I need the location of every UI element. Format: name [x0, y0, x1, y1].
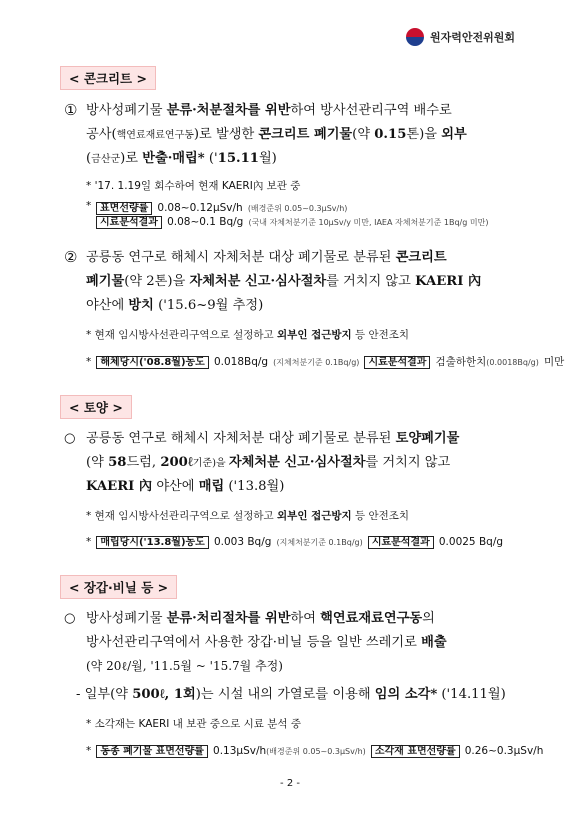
c1-measure-2: 시료분석결과 0.08~0.1 Bq/g (국내 자체처분기준 10μSv/y 미만, IAEA 자체처분기준 1Bq/g 미만) — [96, 210, 488, 229]
c1-measure-1: 표면선량률 0.08~0.12μSv/h (배경준위 0.05~0.3μSv/h) — [96, 196, 347, 215]
item-number-1: ① — [64, 101, 78, 119]
c2-label-sample-result: 시료분석결과 — [364, 356, 430, 369]
gloves-bullet: ○ — [64, 611, 76, 626]
gloves-label-ash: 소각재 표면선량률 — [371, 745, 460, 758]
c2-label-dismantle: 해체당시('08.8월)농도 — [96, 356, 209, 369]
gloves-line2: 방사선관리구역에서 사용한 장갑·비닐 등을 일반 쓰레기로 배출 — [86, 635, 447, 650]
soil-line2: (약 58드럼, 200ℓ기준)을 자체처분 신고·심사절차를 거치지 않고 — [86, 455, 451, 470]
soil-measure: * 매립당시('13.8월)농도 0.003 Bq/g (지체처분기준 0.1Bq/g) 시료분석결과 0.0025 Bq/g — [86, 536, 504, 548]
c2-line3: 야산에 방치 ('15.6~9월 추정) — [86, 298, 264, 313]
soil-footnote: * 현재 임시방사선관리구역으로 설정하고 외부인 접근방지 등 안전조치 — [86, 510, 410, 522]
gloves-line1: 방사성폐기물 분류·처리절차를 위반하여 핵연료재료연구동의 — [86, 611, 435, 626]
c1-label-surface-dose: 표면선량률 — [96, 202, 152, 215]
org-logo — [406, 28, 515, 46]
org-name: 원자력안전위원회 — [430, 31, 516, 44]
c2-line1: 공릉동 연구로 해체시 자체처분 대상 폐기물로 분류된 콘크리트 — [86, 250, 447, 265]
section-heading-gloves: < 장갑·비닐 등 > — [60, 575, 177, 599]
item-number-2: ② — [64, 248, 78, 266]
gloves-footnote: * 소각재는 KAERI 내 보관 중으로 시료 분석 중 — [86, 718, 302, 730]
c2-measure: * 해체당시('08.8월)농도 0.018Bq/g (지체처분기준 0.1Bq/g) 시료분석결과 검출하한치(0.0018Bq/g) 미만 — [86, 356, 565, 368]
c1-line1: 방사성폐기물 분류·처분절차를 위반하여 방사선관리구역 배수로 — [86, 103, 452, 118]
soil-label-sample-result: 시료분석결과 — [368, 536, 434, 549]
soil-line1: 공릉동 연구로 해체시 자체처분 대상 폐기물로 분류된 토양폐기물 — [86, 431, 460, 446]
section-heading-soil: < 토양 > — [60, 395, 132, 419]
gloves-line3: (약 20ℓ/월, '11.5월 ~ '15.7월 추정) — [86, 659, 283, 673]
c2-footnote: * 현재 임시방사선관리구역으로 설정하고 외부인 접근방지 등 안전조치 — [86, 329, 410, 341]
section-heading-concrete: < 콘크리트 > — [60, 66, 156, 90]
soil-label-burial: 매립당시('13.8월)농도 — [96, 536, 209, 549]
c1-footnote-star: * — [86, 200, 92, 212]
c1-footnote: * '17. 1.19일 회수하여 현재 KAERI內 보관 중 — [86, 180, 301, 192]
c2-line2: 폐기물(약 2톤)을 자체처분 신고·심사절차를 거치지 않고 KAERI 內 — [86, 274, 482, 289]
gloves-label-same-waste: 동종 폐기물 표면선량률 — [96, 745, 208, 758]
page-number: - 2 - — [280, 778, 300, 789]
c1-line2: 공사(핵연료재료연구동)로 발생한 콘크리트 폐기물(약 0.15톤)을 외부 — [86, 127, 467, 142]
gloves-dash-line: - 일부(약 500ℓ, 1회)는 시설 내의 가열로를 이용해 임의 소각* ('14.11월) — [76, 687, 506, 702]
c1-label-sample-result: 시료분석결과 — [96, 216, 162, 229]
soil-bullet: ○ — [64, 431, 76, 446]
c1-line3: (금산군)로 반출·매립* ('15.11월) — [86, 151, 277, 166]
soil-line3: KAERI 內 야산에 매립 ('13.8월) — [86, 479, 285, 494]
gloves-measure: * 동종 폐기물 표면선량률 0.13μSv/h(배경준위 0.05~0.3μSv/h) 소각재 표면선량률 0.26~0.3μSv/h — [86, 745, 544, 757]
taegeuk-logo-icon — [406, 28, 424, 46]
